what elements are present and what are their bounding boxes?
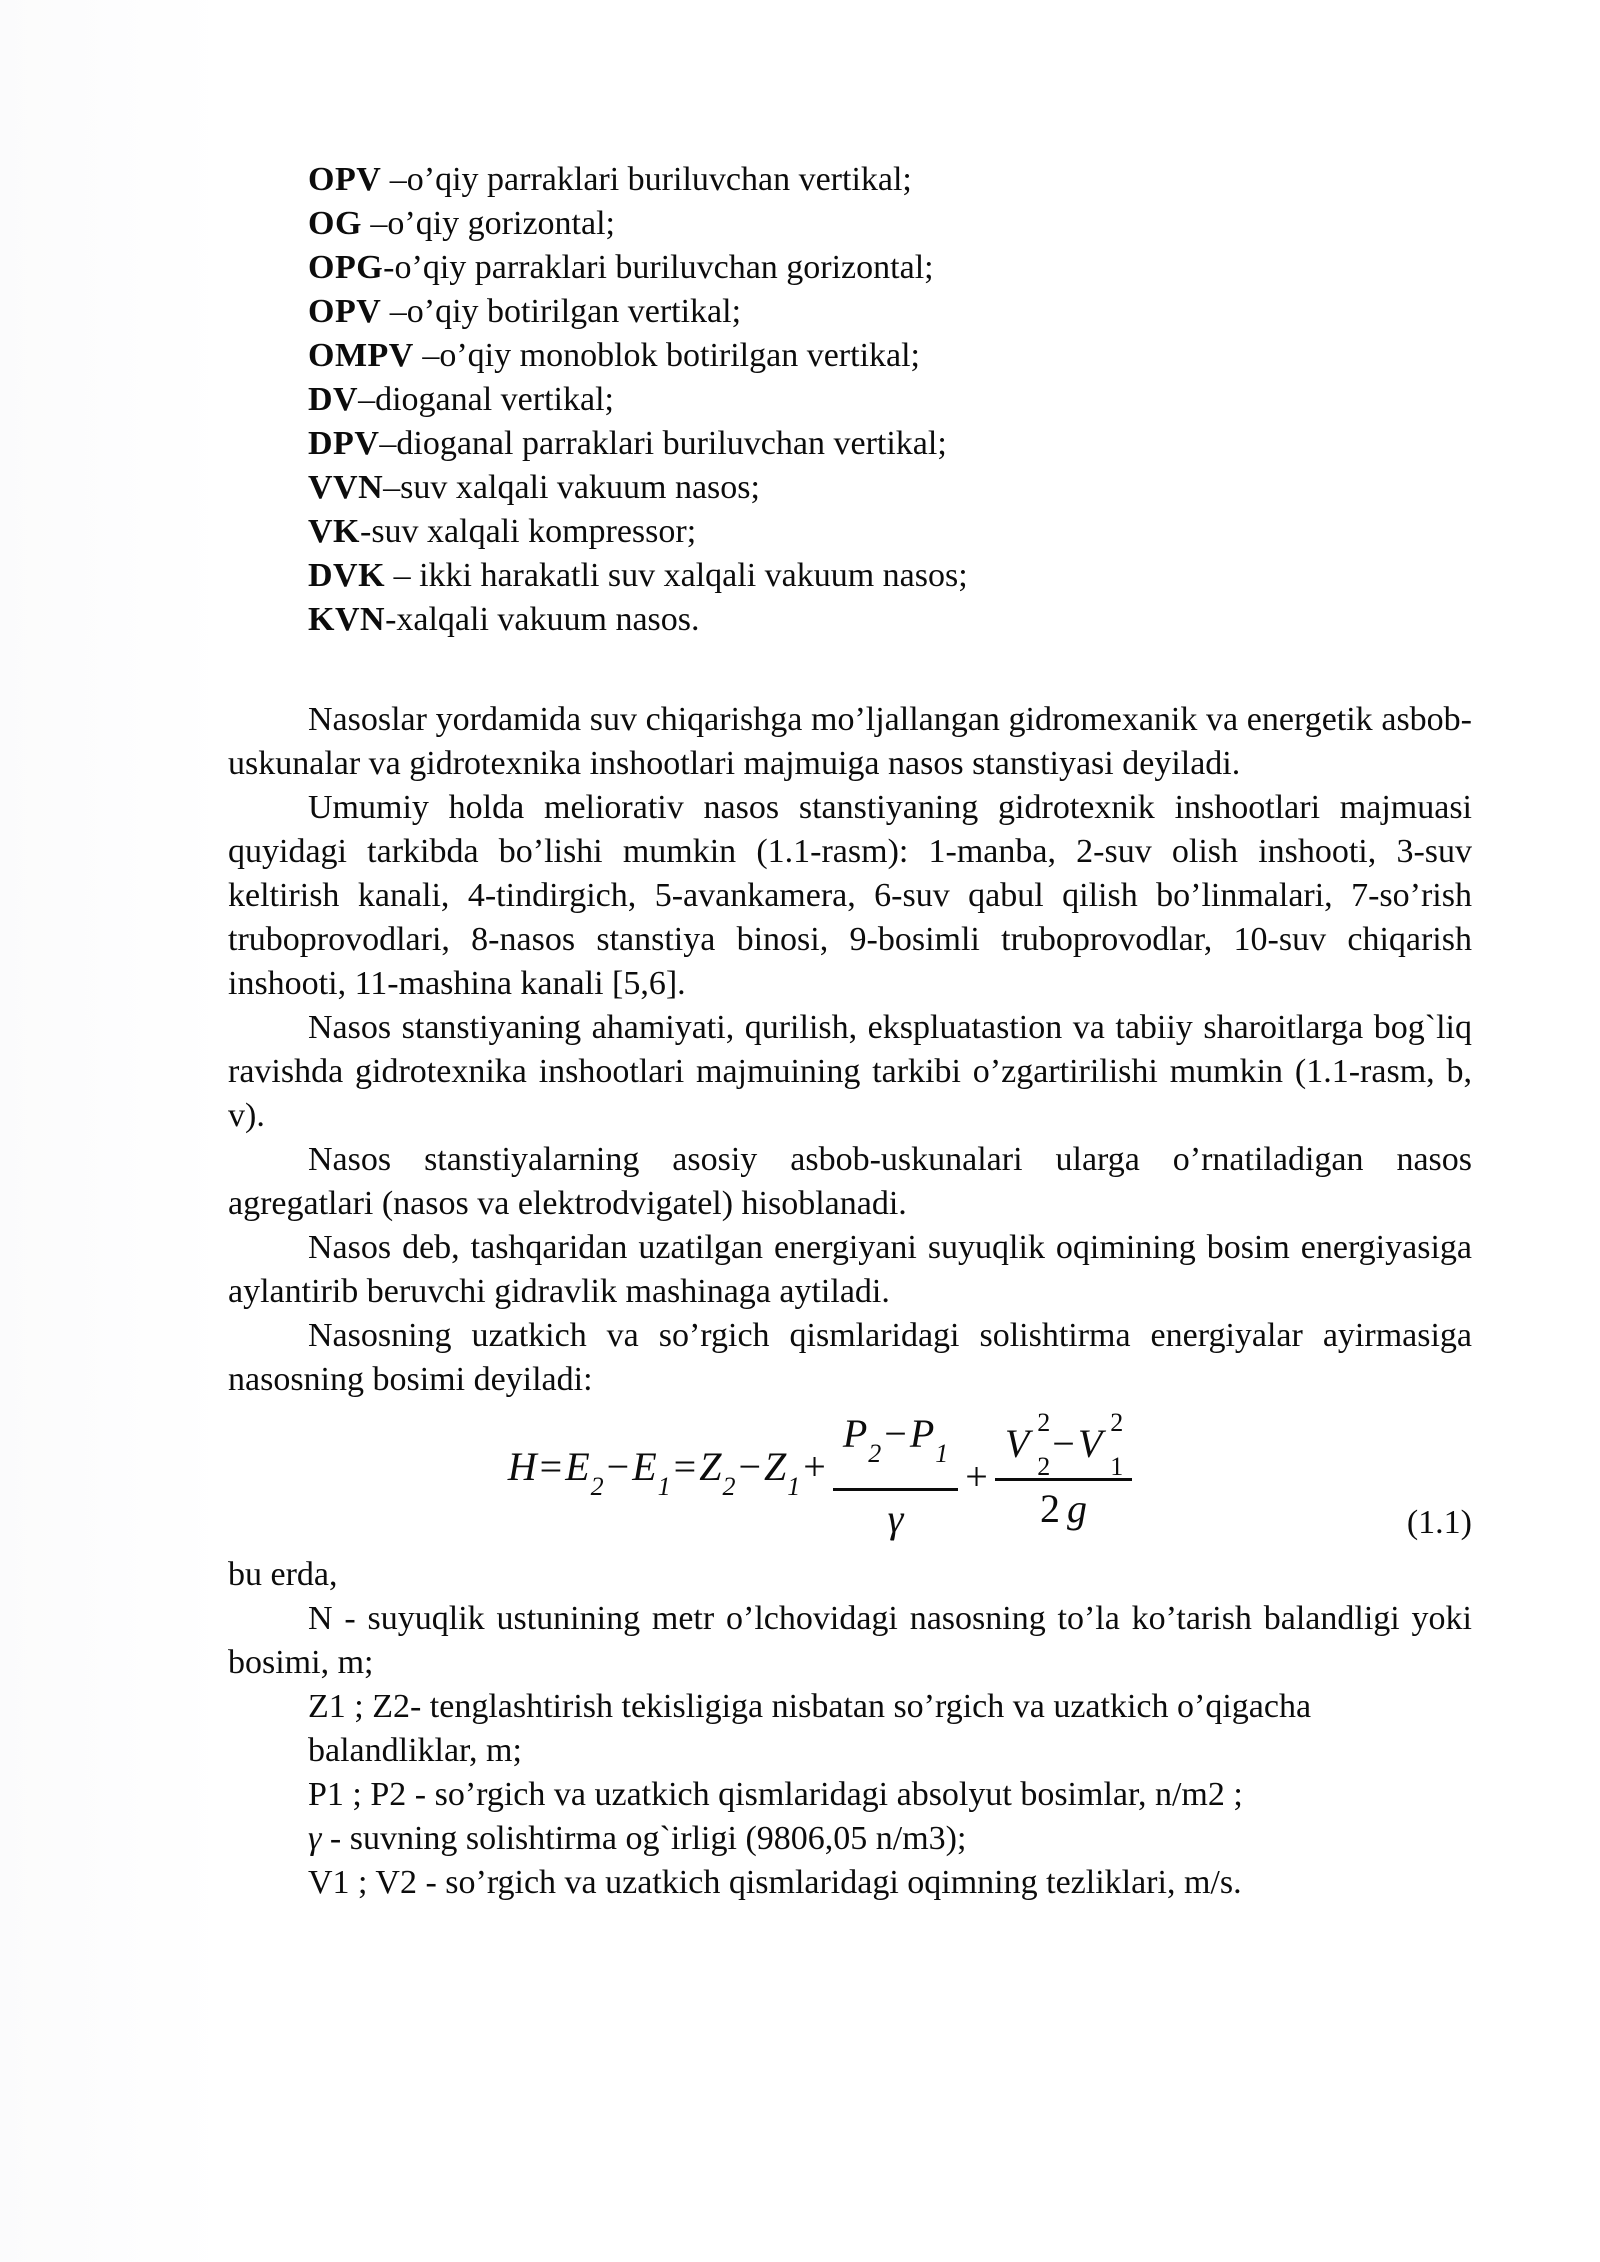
abbreviation-list <box>228 158 1472 642</box>
v1-squared: V 2 1 <box>1077 1408 1124 1481</box>
abbreviation-code: KVN <box>308 601 386 638</box>
abbreviation-item <box>308 510 1472 554</box>
abbreviation-description: –o’qiy monoblok botirilgan vertikal; <box>413 337 921 374</box>
velocity-denominator: 2 g <box>1040 1486 1088 1531</box>
abbreviation-description: –suv xalqali vakuum nasos; <box>383 469 760 506</box>
abbreviation-description: -o’qiy parraklari buriluvchan gorizontal; <box>383 249 934 286</box>
abbreviation-code: OG <box>308 205 362 242</box>
abbreviation-item <box>308 378 1472 422</box>
abbreviation-item <box>308 290 1472 334</box>
abbreviation-description: -suv xalqali kompressor; <box>360 513 697 550</box>
abbreviation-code: DPV <box>308 425 380 462</box>
head-formula <box>508 1410 1137 1543</box>
abbreviation-description: -xalqali vakuum nasos. <box>385 601 700 638</box>
pressure-fraction <box>833 1410 958 1543</box>
abbreviation-code: OPV <box>308 293 382 330</box>
paragraph-station-conditions: Nasos stanstiyaning ahamiyati, qurilish, ekspluatastion va tabiiy sharoitlarga bog`liq ravishda gidrotexnika inshootlari majmuining tarkibi o’zgartirilishi mumkin (1.1-rasm, b, v). <box>228 1009 1472 1134</box>
equation-row <box>228 1402 1472 1553</box>
abbreviation-item <box>308 202 1472 246</box>
definition-z: Z1 ; Z2- tenglashtirish tekisligiga nisbatan so’rgich va uzatkich o’qigacha balandliklar, m; <box>308 1688 1312 1769</box>
paragraph-head-intro: Nasosning uzatkich va so’rgich qismlaridagi solishtirma energiyalar ayirmasiga nasosning bosimi deyiladi: <box>228 1317 1472 1398</box>
abbreviation-description: –o’qiy parraklari buriluvchan vertikal; <box>381 161 912 198</box>
pressure-numerator: $P_2-P_1$ <box>833 1410 958 1491</box>
page-content <box>228 158 1472 1905</box>
formula-left-side: $H=E_2-E_1=Z_2-Z_1+$ <box>507 1443 826 1501</box>
paragraph-station-structure: Umumiy holda meliorativ nasos stanstiyaning gidrotexnik inshootlari majmuasi quyidagi tarkibda bo’lishi mumkin (1.1-rasm): 1-manba, 2-suv olish inshooti, 3-suv keltirish kanali, 4-tindirgich, 5-avankamera, 6-suv qabul qilish bo’linmalari, 7-so’rish truboprovodlari, 8-nasos stanstiya binosi, 9-bosimli truboprovodlar, 10-suv chiqarish inshooti, 11-mashina kanali [5,6]. <box>228 789 1472 1002</box>
paragraph-main-equipment: Nasos stanstiyalarning asosiy asbob-uskunalari ularga o’rnatiladigan nasos agregatlari (nasos va elektrodvigatel) hisoblanadi. <box>228 1141 1472 1222</box>
abbreviation-code: VK <box>308 513 360 550</box>
definition-p: P1 ; P2 - so’rgich va uzatkich qismlaridagi absolyut bosimlar, n/m2 ; <box>308 1776 1243 1813</box>
paragraph-pump-station-definition: Nasoslar yordamida suv chiqarishga mo’ljallangan gidromexanik va energetik asbob-uskunalar va gidrotexnika inshootlari majmuiga nasos stanstiyasi deyiladi. <box>228 701 1472 782</box>
paragraph-pump-definition: Nasos deb, tashqaridan uzatilgan energiyani suyuqlik oqimining bosim energiyasiga aylantirib beruvchi gidravlik mashinaga aytiladi. <box>228 1229 1472 1310</box>
abbreviation-description: –dioganal parraklari buriluvchan vertikal; <box>379 425 947 462</box>
abbreviation-description: –o’qiy botirilgan vertikal; <box>381 293 742 330</box>
abbreviation-code: VVN <box>308 469 384 506</box>
abbreviation-code: OPV <box>308 161 382 198</box>
where-label: bu erda, <box>228 1556 338 1593</box>
definition-v: V1 ; V2 - so’rgich va uzatkich qismlaridagi oqimning tezliklari, m/s. <box>308 1864 1242 1901</box>
abbreviation-item <box>308 158 1472 202</box>
pressure-denominator: γ <box>887 1496 904 1541</box>
gamma-description: - suvning solishtirma og`irligi (9806,05 n/m3); <box>321 1820 967 1857</box>
abbreviation-item <box>308 554 1472 598</box>
abbreviation-code: OPG <box>308 249 384 286</box>
abbreviation-item <box>308 598 1472 642</box>
abbreviation-code: DVK <box>308 557 386 594</box>
velocity-numerator: V 2 2 −V 2 1 <box>995 1420 1132 1481</box>
abbreviation-item <box>308 422 1472 466</box>
abbreviation-item <box>308 466 1472 510</box>
plus-operator: + <box>965 1453 988 1499</box>
abbreviation-item <box>308 246 1472 290</box>
v2-squared: V 2 2 <box>1004 1408 1051 1481</box>
abbreviation-description: – ikki harakatli suv xalqali vakuum nasos; <box>385 557 968 594</box>
definition-head-n: N - suyuqlik ustunining metr o’lchovidagi nasosning to’la ko’tarish balandligi yoki bosimi, m; <box>228 1600 1472 1681</box>
abbreviation-description: –dioganal vertikal; <box>358 381 614 418</box>
equation-number: (1.1) <box>1406 1504 1472 1541</box>
abbreviation-description: –o’qiy gorizontal; <box>361 205 615 242</box>
abbreviation-code: OMPV <box>308 337 414 374</box>
velocity-fraction <box>995 1408 1132 1533</box>
abbreviation-code: DV <box>308 381 359 418</box>
abbreviation-item <box>308 334 1472 378</box>
definition-gamma <box>308 1817 1472 1861</box>
gamma-symbol: γ <box>308 1820 322 1857</box>
